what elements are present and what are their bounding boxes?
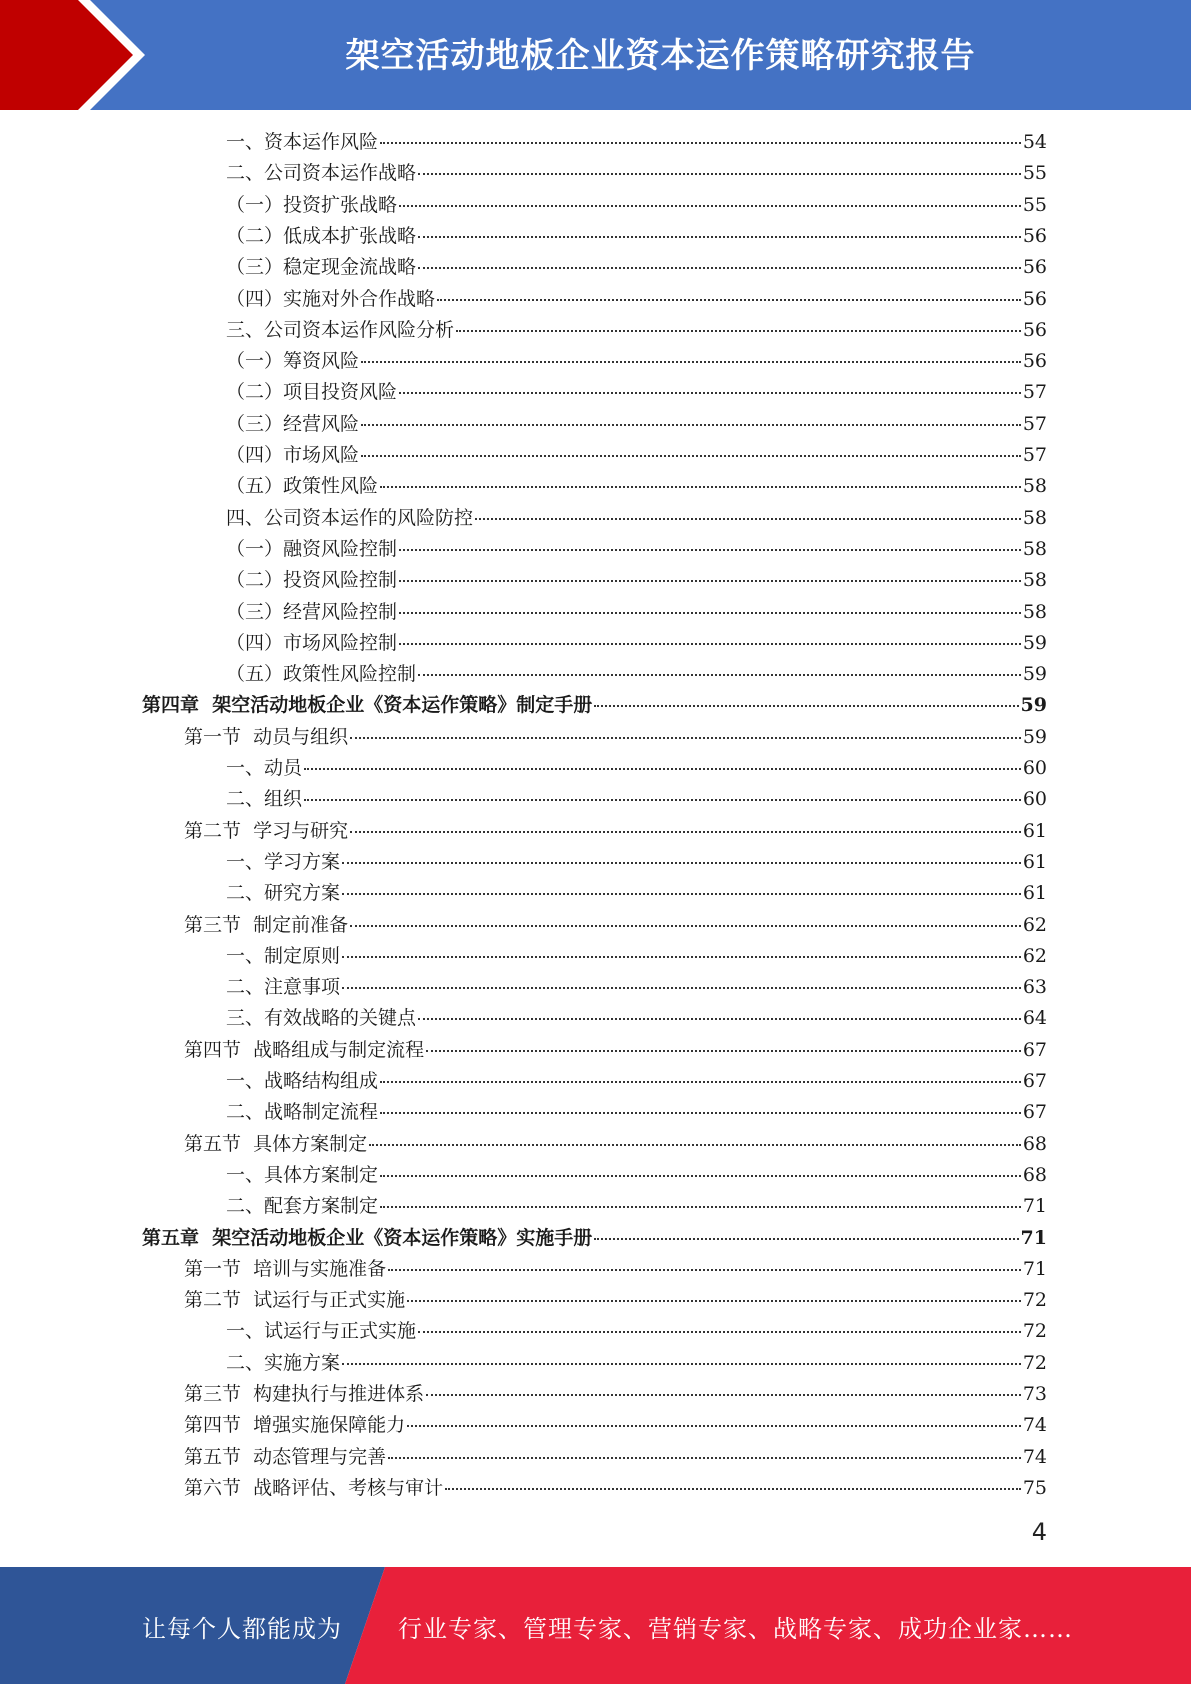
toc-dot-leader [407,1424,1021,1427]
toc-page-number: 58 [1022,537,1047,560]
toc-subsection-entry[interactable] [226,127,1047,158]
toc-subsection-entry[interactable] [226,847,1047,878]
toc-entry-title: 一、具体方案制定 [226,1163,379,1186]
toc-dot-leader [369,1143,1021,1146]
toc-entry-title: （五）政策性风险控制 [226,663,417,686]
toc-entry-title: 四、公司资本运作的风险防控 [226,506,474,529]
toc-dot-leader [418,266,1021,269]
toc-dot-leader [350,736,1021,739]
footer-slogan-left: 让每个人都能成为 [142,1615,342,1643]
toc-entry-title: 第一节 动员与组织 [184,725,349,748]
toc-page-number: 61 [1022,819,1047,842]
header-bar [0,0,1191,110]
toc-entry-title: 一、制定原则 [226,944,341,967]
toc-dot-leader [361,454,1021,457]
toc-subsection-entry[interactable] [226,315,1047,346]
toc-subsection-entry[interactable] [226,1316,1047,1347]
toc-page-number: 64 [1022,1007,1047,1030]
toc-dot-leader [418,673,1021,676]
toc-dot-leader [342,955,1021,958]
toc-page-number: 55 [1022,193,1047,216]
toc-dot-leader [304,798,1021,801]
toc-subsection-entry[interactable] [226,534,1047,565]
toc-page-number: 68 [1022,1163,1047,1186]
toc-page-number: 67 [1022,1101,1047,1124]
toc-dot-leader [304,767,1021,770]
toc-entry-title: 第五章 架空活动地板企业《资本运作策略》实施手册 [142,1226,593,1249]
toc-entry-title: 第四章 架空活动地板企业《资本运作策略》制定手册 [142,694,593,717]
toc-entry-title: 二、公司资本运作战略 [226,162,417,185]
toc-entry-title: 一、战略结构组成 [226,1070,379,1092]
toc-dot-leader [350,924,1021,927]
toc-entry-title: 二、战略制定流程 [226,1101,379,1124]
toc-dot-leader [399,611,1021,614]
toc-dot-leader [426,1393,1021,1396]
toc-section-entry[interactable] [184,722,1047,753]
toc-subsection-entry[interactable] [226,1348,1047,1379]
toc-subsection-entry[interactable] [226,284,1047,315]
toc-page-number: 67 [1022,1038,1047,1061]
toc-page-number: 74 [1022,1414,1047,1437]
toc-entry-title: 二、研究方案 [226,882,341,905]
footer-banner [0,1567,1191,1684]
toc-dot-leader [342,892,1021,895]
toc-dot-leader [380,141,1021,144]
toc-page-number: 60 [1022,788,1047,811]
toc-dot-leader [380,1205,1021,1208]
toc-entry-title: 三、有效战略的关键点 [226,1007,417,1030]
toc-subsection-entry[interactable] [226,659,1047,690]
toc-entry-title: （三）稳定现金流战略 [226,256,417,279]
toc-entry-title: 一、动员 [226,757,303,779]
toc-entry-title: 二、配套方案制定 [226,1195,379,1218]
toc-subsection-entry[interactable] [226,252,1047,283]
toc-subsection-entry[interactable] [226,1191,1047,1222]
toc-page-number: 59 [1022,725,1047,748]
toc-dot-leader [380,485,1021,488]
toc-dot-leader [594,704,1018,707]
toc-page-number: 58 [1022,600,1047,623]
toc-dot-leader [426,1049,1021,1052]
toc-entry-title: 第五节 动态管理与完善 [184,1445,387,1468]
toc-entry-title: 第三节 构建执行与推进体系 [184,1383,425,1405]
toc-page-number: 56 [1022,350,1047,373]
toc-dot-leader [399,642,1021,645]
toc-entry-title: 第二节 学习与研究 [184,819,349,842]
toc-dot-leader [361,423,1021,426]
toc-page-number: 71 [1020,1226,1047,1249]
toc-page-number: 58 [1022,506,1047,529]
toc-subsection-entry[interactable] [226,1003,1047,1034]
toc-subsection-entry[interactable] [226,158,1047,189]
toc-page-number: 57 [1022,381,1047,404]
toc-page-number: 61 [1022,882,1047,905]
toc-subsection-entry[interactable] [226,503,1047,534]
report-title: 架空活动地板企业资本运作策略研究报告 [345,36,976,76]
toc-subsection-entry[interactable] [226,941,1047,972]
toc-dot-leader [361,360,1021,363]
toc-dot-leader [456,329,1021,332]
toc-section-entry[interactable] [184,1129,1047,1160]
toc-subsection-entry[interactable] [226,346,1047,377]
toc-subsection-entry[interactable] [226,377,1047,408]
toc-dot-leader [437,298,1021,301]
toc-subsection-entry[interactable] [226,565,1047,596]
toc-entry-title: 第三节 制定前准备 [184,913,349,936]
toc-entry-title: 二、注意事项 [226,976,341,999]
toc-dot-leader [418,1330,1021,1333]
toc-subsection-entry[interactable] [226,784,1047,815]
toc-subsection-entry[interactable] [226,1097,1047,1128]
toc-dot-leader [342,986,1021,989]
toc-subsection-entry[interactable] [226,221,1047,252]
toc-page-number: 72 [1022,1320,1047,1343]
toc-entry-title: 二、组织 [226,788,303,811]
toc-page-number: 57 [1022,444,1047,466]
toc-entry-title: 二、实施方案 [226,1351,341,1374]
toc-section-entry[interactable] [184,1410,1047,1441]
toc-section-entry[interactable] [184,1035,1047,1066]
toc-entry-title: （三）经营风险 [226,412,360,435]
toc-page-number: 75 [1022,1476,1047,1499]
toc-entry-title: 一、学习方案 [226,850,341,873]
toc-entry-title: 第五节 具体方案制定 [184,1132,368,1155]
toc-dot-leader [418,172,1021,175]
toc-entry-title: （一）融资风险控制 [226,537,398,560]
toc-dot-leader [380,1111,1021,1114]
toc-page-number: 56 [1022,224,1047,247]
toc-page-number: 60 [1022,757,1047,779]
toc-page-number: 72 [1022,1351,1047,1374]
toc-entry-title: （一）筹资风险 [226,350,360,373]
toc-dot-leader [399,548,1021,551]
toc-entry-title: 一、试运行与正式实施 [226,1320,417,1343]
toc-section-entry[interactable] [184,910,1047,941]
toc-page-number: 56 [1022,287,1047,310]
toc-page-number: 62 [1022,913,1047,936]
footer-slogan-right: 行业专家、管理专家、营销专家、战略专家、成功企业家…… [398,1615,1073,1643]
toc-subsection-entry[interactable] [226,471,1047,502]
toc-dot-leader [388,1456,1021,1459]
toc-chapter-entry[interactable] [142,1223,1047,1254]
toc-subsection-entry[interactable] [226,753,1047,784]
toc-dot-leader [350,830,1021,833]
toc-page-number: 68 [1022,1132,1047,1155]
toc-page-number: 59 [1020,694,1047,717]
toc-dot-leader [380,1080,1021,1083]
toc-page-number: 58 [1022,569,1047,592]
toc-subsection-entry[interactable] [226,972,1047,1003]
toc-dot-leader [399,579,1021,582]
toc-page-number: 58 [1022,475,1047,498]
toc-entry-title: （二）项目投资风险 [226,381,398,404]
toc-entry-title: （一）投资扩张战略 [226,193,398,216]
toc-entry-title: （四）市场风险 [226,444,360,466]
toc-entry-title: 一、资本运作风险 [226,131,379,153]
toc-subsection-entry[interactable] [226,1066,1047,1097]
toc-page-number: 59 [1022,631,1047,654]
toc-section-entry[interactable] [184,1254,1047,1285]
toc-page-number: 55 [1022,162,1047,185]
toc-subsection-entry[interactable] [226,878,1047,909]
toc-chapter-entry[interactable] [142,690,1047,721]
toc-subsection-entry[interactable] [226,628,1047,659]
toc-entry-title: 第六节 战略评估、考核与审计 [184,1476,444,1499]
toc-subsection-entry[interactable] [226,1160,1047,1191]
toc-dot-leader [418,235,1021,238]
toc-dot-leader [380,1174,1021,1177]
toc-subsection-entry[interactable] [226,409,1047,440]
toc-page-number: 67 [1022,1070,1047,1092]
toc-dot-leader [475,517,1021,520]
toc-entry-title: 三、公司资本运作风险分析 [226,318,455,341]
toc-dot-leader [399,204,1021,207]
toc-page-number: 71 [1022,1257,1047,1280]
toc-entry-title: （四）市场风险控制 [226,631,398,654]
toc-dot-leader [342,861,1021,864]
toc-page-number: 73 [1022,1383,1047,1405]
toc-subsection-entry[interactable] [226,440,1047,471]
toc-dot-leader [342,1362,1021,1365]
toc-subsection-entry[interactable] [226,190,1047,221]
toc-section-entry[interactable] [184,1442,1047,1473]
toc-entry-title: （二）投资风险控制 [226,569,398,592]
toc-entry-title: 第四节 增强实施保障能力 [184,1414,406,1437]
toc-page-number: 74 [1022,1445,1047,1468]
toc-entry-title: 第四节 战略组成与制定流程 [184,1038,425,1061]
toc-page-number: 54 [1022,131,1047,153]
toc-dot-leader [388,1268,1021,1271]
toc-entry-title: 第二节 试运行与正式实施 [184,1289,406,1312]
toc-page-number: 57 [1022,412,1047,435]
toc-page-number: 59 [1022,663,1047,686]
toc-section-entry[interactable] [184,1473,1047,1504]
toc-entry-title: （三）经营风险控制 [226,600,398,623]
toc-entry-title: 第一节 培训与实施准备 [184,1257,387,1280]
page-number: 4 [1031,1518,1047,1546]
toc-dot-leader [407,1299,1021,1302]
toc-entry-title: （四）实施对外合作战略 [226,287,436,310]
toc-page-number: 56 [1022,318,1047,341]
toc-dot-leader [399,391,1021,394]
toc-section-entry[interactable] [184,1285,1047,1316]
toc-section-entry[interactable] [184,1379,1047,1410]
toc-dot-leader [594,1237,1018,1240]
toc-entry-title: （五）政策性风险 [226,475,379,498]
toc-page-number: 63 [1022,976,1047,999]
toc-page-number: 62 [1022,944,1047,967]
toc-page-number: 61 [1022,850,1047,873]
toc-subsection-entry[interactable] [226,597,1047,628]
toc-section-entry[interactable] [184,816,1047,847]
toc-page-number: 56 [1022,256,1047,279]
toc-page-number: 72 [1022,1289,1047,1312]
toc-dot-leader [418,1017,1021,1020]
toc-page-number: 71 [1022,1195,1047,1218]
toc-entry-title: （二）低成本扩张战略 [226,224,417,247]
toc-dot-leader [445,1487,1021,1490]
